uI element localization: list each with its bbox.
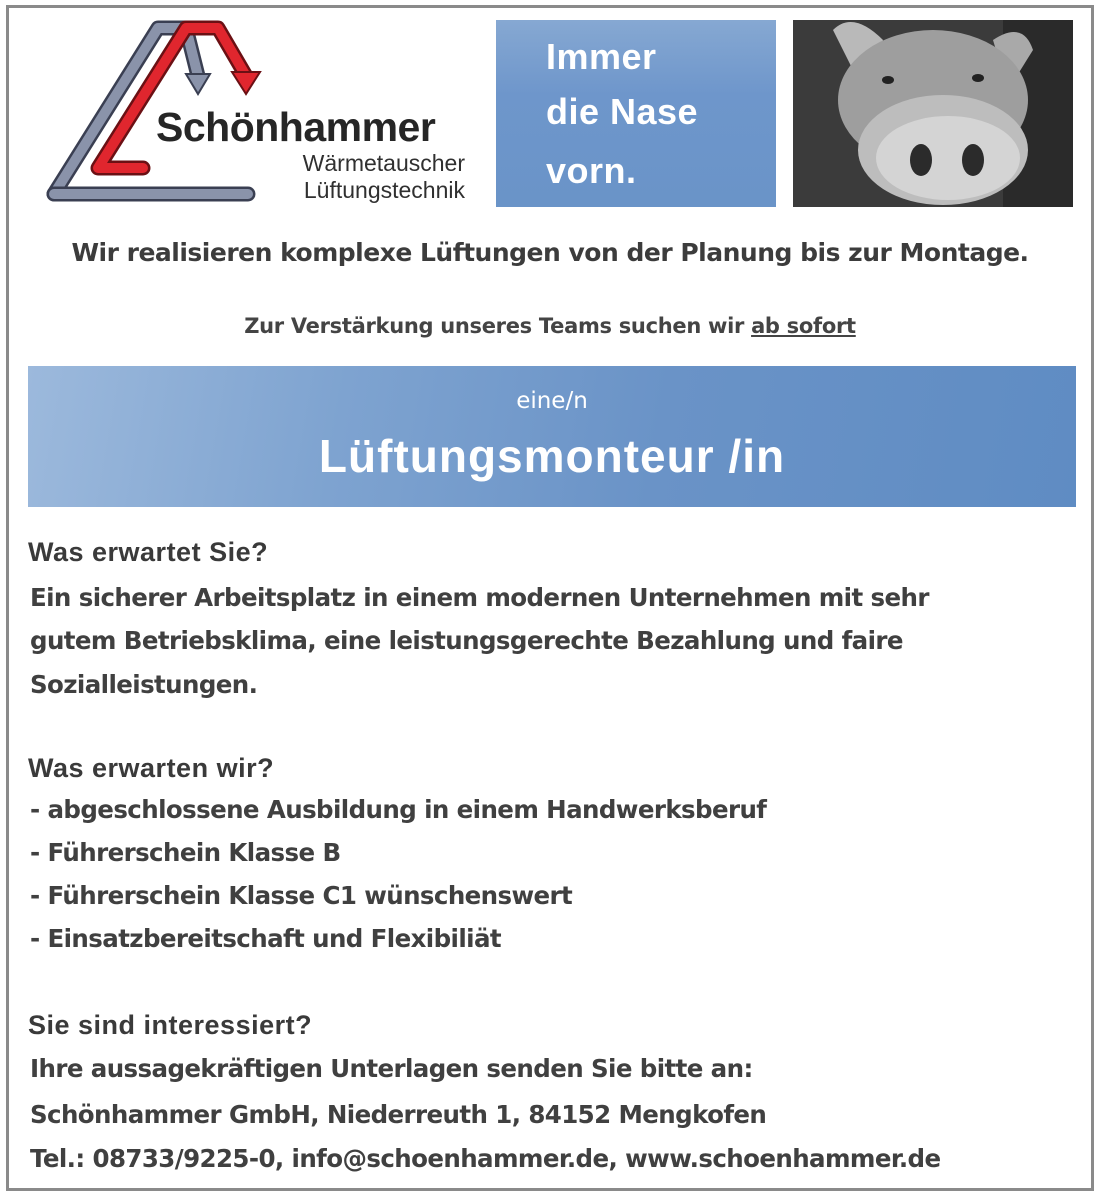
job-title: Lüftungsmonteur /in	[318, 430, 786, 482]
contact-address: Schönhammer GmbH, Niederreuth 1, 84152 Mengkofen	[30, 1100, 767, 1129]
slogan-line-2: die Nase	[546, 91, 699, 132]
offer-line: Sozialleistungen.	[30, 670, 258, 699]
slogan-line-1: Immer	[546, 36, 657, 77]
slogan-line-3: vorn.	[546, 150, 637, 191]
requirement-item: - Einsatzbereitschaft und Flexibiliät	[30, 924, 501, 953]
requirement-item: - Führerschein Klasse B	[30, 838, 341, 867]
requirement-item: - abgeschlossene Ausbildung in einem Handwerksberuf	[30, 795, 767, 824]
offer-line: Ein sicherer Arbeitsplatz in einem modernen Unternehmen mit sehr	[30, 583, 929, 612]
contact-phone-email-web: Tel.: 08733/9225-0, info@schoenhammer.de, www.schoenhammer.de	[30, 1144, 941, 1173]
recruit-line	[0, 314, 1100, 338]
logo-tagline-1: Wärmetauscher	[302, 150, 465, 176]
contact-heading: Sie sind interessiert?	[28, 1010, 313, 1040]
requirements-heading: Was erwarten wir?	[28, 753, 275, 783]
offer-heading: Was erwartet Sie?	[28, 537, 269, 567]
slogan-box	[496, 20, 776, 207]
intro-text: Wir realisieren komplexe Lüftungen von der Planung bis zur Montage.	[71, 238, 1029, 267]
recruit-emphasis: ab sofort	[751, 314, 856, 338]
pig-snout-icon	[793, 20, 1073, 207]
recruit-text: Zur Verstärkung unseres Teams suchen wir	[244, 314, 745, 338]
company-logo	[38, 18, 473, 210]
banner-pre: eine/n	[516, 388, 588, 414]
offer-line: gutem Betriebsklima, eine leistungsgerechte Bezahlung und faire	[30, 626, 903, 655]
pig-photo	[793, 20, 1073, 207]
requirement-item: - Führerschein Klasse C1 wünschenswert	[30, 881, 573, 910]
logo-tagline-2: Lüftungstechnik	[303, 177, 465, 203]
logo-brand: Schönhammer	[156, 104, 436, 150]
contact-line: Ihre aussagekräftigen Unterlagen senden Sie bitte an:	[30, 1054, 753, 1083]
job-banner	[28, 366, 1076, 507]
